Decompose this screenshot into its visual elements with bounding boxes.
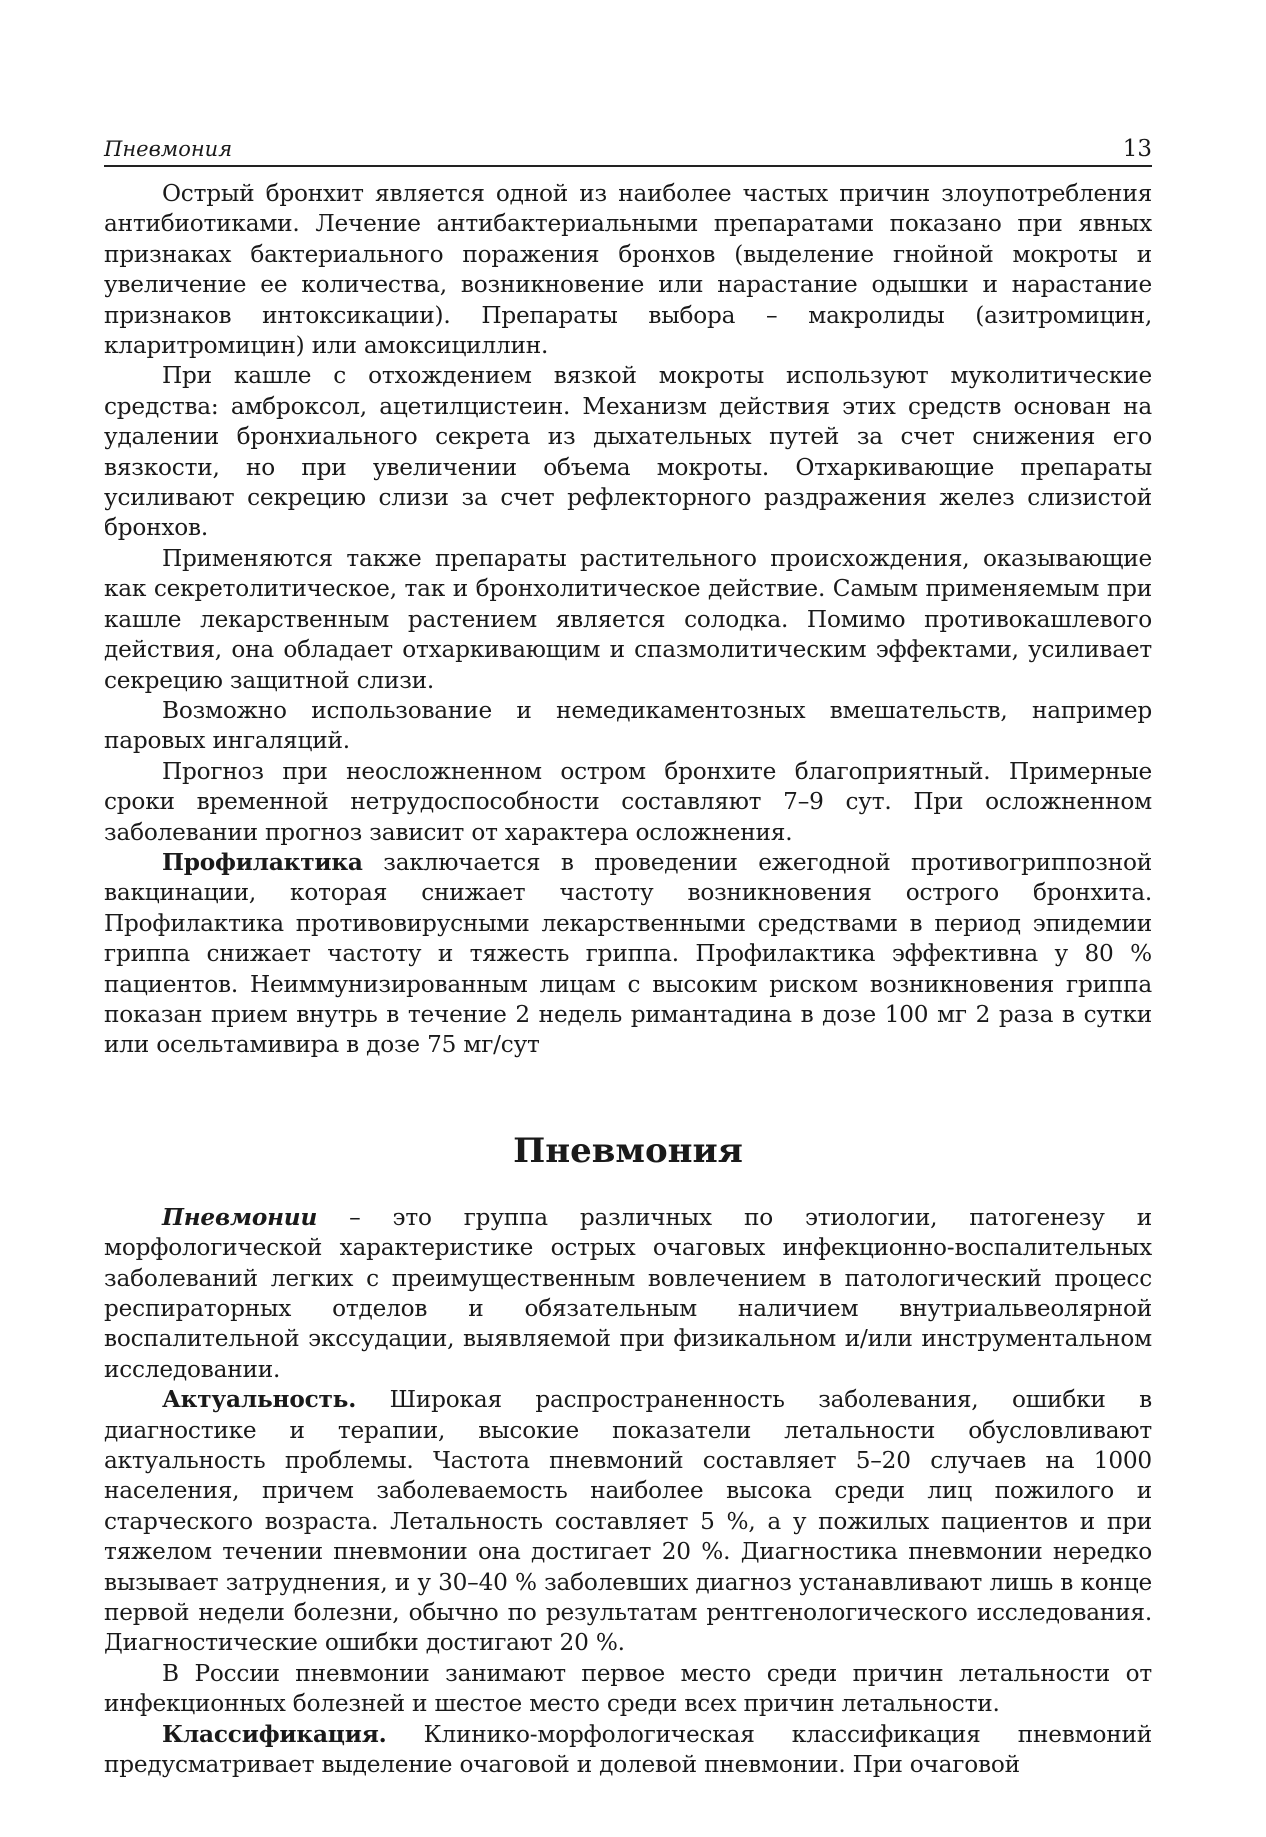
section-title: Пневмония bbox=[513, 1130, 743, 1171]
paragraph-text: Широкая распространенность заболевания, ошибки в диагностике и терапии, высокие показатели летальности обусловливают актуальность проблемы. Частота пневмоний составляет 5–20 случаев на 1000 населения, причем заболеваемость наиболее высока среди лиц пожилого и старческого возраста. Летальность составляет 5 %, а у пожилых пациентов и при тяжелом течении пневмонии она достигает 20 %. Диагностика пневмонии нередко вызывает затруднения, и у 30–40 % заболевших диагноз устанавливают лишь в конце первой недели болезни, обычно по результатам рентгенологического исследования. Диагностические ошибки достигают 20 %. bbox=[104, 1386, 1152, 1657]
paragraph-antibiotics bbox=[104, 179, 1152, 361]
paragraph-mucolytics bbox=[104, 361, 1152, 543]
paragraph-text: – это группа различных по этиологии, патогенезу и морфологической характеристике острых очаговых инфекционно-воспалительных заболеваний легких с преимущественным вовлечением в патологический процесс респираторных отделов и обязательным наличием внутриальвеолярной воспалительной экссудации, выявляемой при физикальном и/или инструментальном исследовании. bbox=[104, 1203, 1152, 1383]
paragraph-text: При кашле с отхождением вязкой мокроты используют муколитические средства: амброксол, ацетилцистеин. Механизм действия этих средств основан на удалении бронхиального секрета из дыхательных путей за счет снижения его вязкости, но при увеличении объема мокроты. Отхаркивающие препараты усиливают секрецию слизи за счет рефлекторного раздражения желез слизистой бронхов. bbox=[104, 362, 1152, 542]
paragraph-text: В России пневмонии занимают первое место среди причин летальности от инфекционных болезней и шестое место среди всех причин летальности. bbox=[104, 1659, 1152, 1718]
paragraph-text: Прогноз при неосложненном остром бронхите благоприятный. Примерные сроки временной нетрудоспособности составляют 7–9 сут. При осложненном заболевании прогноз зависит от характера осложнения. bbox=[104, 757, 1152, 846]
paragraph-text: Возможно использование и немедикаментозных вмешательств, например паровых ингаляций. bbox=[104, 696, 1152, 755]
page-body bbox=[104, 179, 1152, 1781]
running-title: Пневмония bbox=[104, 137, 233, 161]
paragraph-relevance bbox=[104, 1385, 1152, 1659]
running-header bbox=[104, 136, 1152, 167]
paragraph-text: Клинико-морфологическая классификация пневмоний предусматривает выделение очаговой и долевой пневмонии. При очаговой bbox=[104, 1720, 1152, 1779]
paragraph-text: Острый бронхит является одной из наиболее частых причин злоупотребления антибиотиками. Лечение антибактериальными препаратами показано при явных признаках бактериального поражения бронхов (выделение гнойной мокроты и увеличение ее количества, возникновение или нарастание одышки и нарастание признаков интоксикации). Препараты выбора – макролиды (азитромицин, кларитромицин) или амоксициллин. bbox=[104, 180, 1152, 360]
paragraph-text: заключается в проведении ежегодной противогриппозной вакцинации, которая снижает частоту возникновения острого бронхита. Профилактика противовирусными лекарственными средствами в период эпидемии гриппа снижает частоту и тяжесть гриппа. Профилактика эффективна у 80 % пациентов. Неиммунизированным лицам с высоким риском возникновения гриппа показан прием внутрь в течение 2 недель римантадина в дозе 100 мг 2 раза в сутки или осельтамивира в дозе 75 мг/сут bbox=[104, 848, 1152, 1059]
run-in-heading: Профилактика bbox=[162, 848, 363, 876]
page-number: 13 bbox=[1122, 136, 1152, 162]
paragraph-prevention bbox=[104, 848, 1152, 1061]
paragraph-russia bbox=[104, 1659, 1152, 1720]
paragraph-classification bbox=[104, 1720, 1152, 1781]
run-in-heading: Актуальность. bbox=[162, 1386, 357, 1414]
paragraph-herbal bbox=[104, 544, 1152, 696]
paragraph-text: Применяются также препараты растительного происхождения, оказывающие как секретолитическое, так и бронхолитическое действие. Самым применяемым при кашле лекарственным растением является солодка. Помимо противокашлевого действия, она обладает отхаркивающим и спазмолитическим эффектами, усиливает секрецию защитной слизи. bbox=[104, 544, 1152, 694]
paragraph-prognosis bbox=[104, 757, 1152, 848]
paragraph-definition bbox=[104, 1203, 1152, 1385]
run-in-heading: Классификация. bbox=[162, 1720, 387, 1748]
defined-term: Пневмонии bbox=[162, 1203, 318, 1231]
paragraph-non-drug bbox=[104, 696, 1152, 757]
